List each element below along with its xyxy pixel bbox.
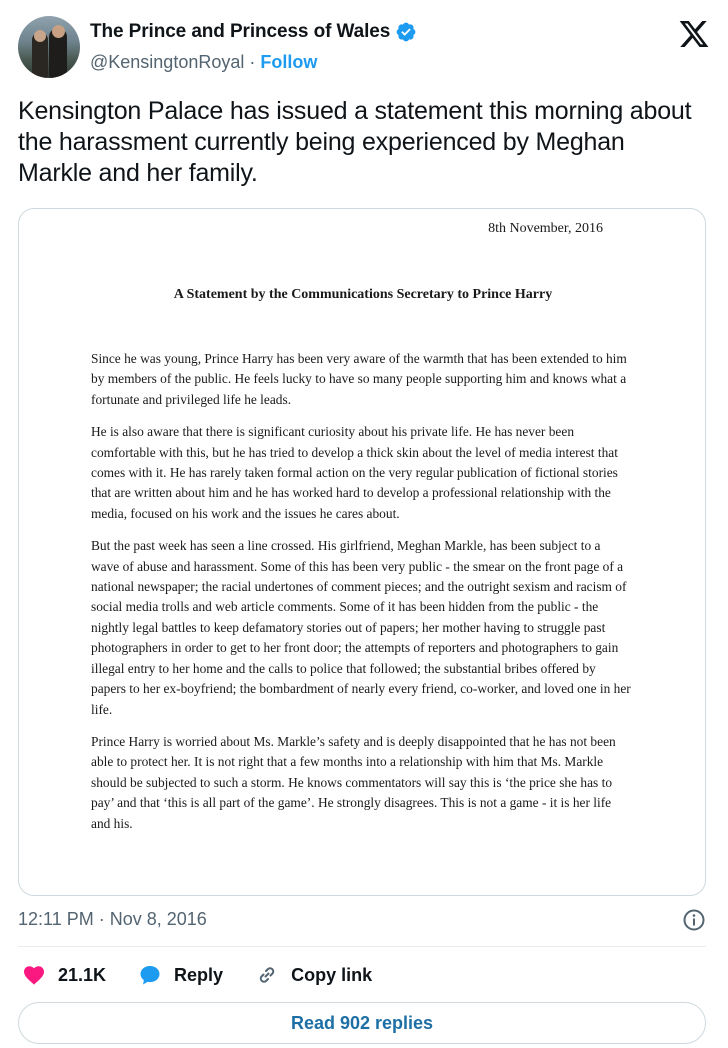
separator-dot: ·: [249, 52, 256, 72]
action-bar: [18, 958, 706, 992]
avatar[interactable]: [18, 16, 80, 78]
tweet-timestamp[interactable]: 12:11 PM · Nov 8, 2016: [18, 909, 207, 929]
author-handle[interactable]: @KensingtonRoyal: [90, 52, 245, 72]
x-logo-icon[interactable]: [678, 18, 710, 50]
tweet-media-image[interactable]: [18, 208, 706, 896]
author-handle-row: [90, 52, 317, 73]
statement-document: [19, 209, 706, 896]
reply-label: Reply: [174, 964, 224, 985]
document-paragraph: He is also aware that there is significant curiosity about his private life. He has never been comfortable with this, but he has tried to develop a thick skin about the level of media interest that comes with it. He has rarely taken formal action on the very regular publication of fictional stories that are written about him and he has worked hard to develop a professional relationship with the media, focused on his work and the issues he cares about.: [91, 424, 618, 521]
info-icon[interactable]: [682, 908, 706, 932]
timestamp-row: [18, 906, 706, 934]
tweet-header: [18, 16, 710, 80]
document-date: 8th November, 2016: [488, 221, 603, 236]
document-title: A Statement by the Communications Secretary to Prince Harry: [173, 287, 553, 302]
document-paragraph: Since he was young, Prince Harry has been very aware of the warmth that has been extended to him by members of the public. He feels lucky to have so many people supporting him and knows what a fortunate and privileged life he leads.: [91, 351, 627, 407]
like-count: 21.1K: [58, 964, 107, 985]
reply-button[interactable]: [138, 963, 223, 987]
copy-link-button[interactable]: [255, 963, 372, 987]
like-button[interactable]: [22, 963, 106, 987]
document-paragraph: But the past week has seen a line crossed. His girlfriend, Meghan Markle, has been subject to a wave of abuse and harassment. Some of this has been very public - the smear on the front page of a national newspaper; the racial undertones of comment pieces; and the outright sexism and racism of social media trolls and web article comments. Some of it has been hidden from the public - the nightly legal battles to keep defamatory stories out of papers; her mother having to struggle past photographers in order to get to her front door; the attempts of reporters and photographers to gain illegal entry to her home and the calls to police that followed; the substantial bribes offered by papers to her ex-boyfriend; the bombardment of nearly every friend, co-worker, and loved one in her life.: [91, 538, 631, 717]
follow-button[interactable]: Follow: [260, 52, 318, 72]
verified-badge-icon: [395, 21, 417, 43]
document-paragraph: Prince Harry is worried about Ms. Markle’s safety and is deeply disappointed that he has not been able to protect her. It is not right that a few months into a relationship with him that Ms. Markle should be subjected to such a storm. He knows commentators will say this is ‘the price she has to pay’ and that ‘this is all part of the game’. He strongly disagrees. This is not a game - it is her life and his.: [91, 733, 616, 831]
document-body: [91, 349, 631, 846]
reply-bubble-icon: [138, 963, 162, 987]
copy-link-label: Copy link: [291, 964, 373, 985]
read-replies-button[interactable]: Read 902 replies: [18, 1002, 706, 1044]
link-icon: [255, 963, 279, 987]
tweet-text: Kensington Palace has issued a statement this morning about the harassment currently being experienced by Meghan Markle and her family.: [18, 97, 692, 187]
author-display-name[interactable]: The Prince and Princess of Wales: [90, 21, 391, 42]
heart-icon: [22, 963, 46, 987]
author-name-row: [90, 21, 417, 43]
divider: [18, 946, 706, 947]
